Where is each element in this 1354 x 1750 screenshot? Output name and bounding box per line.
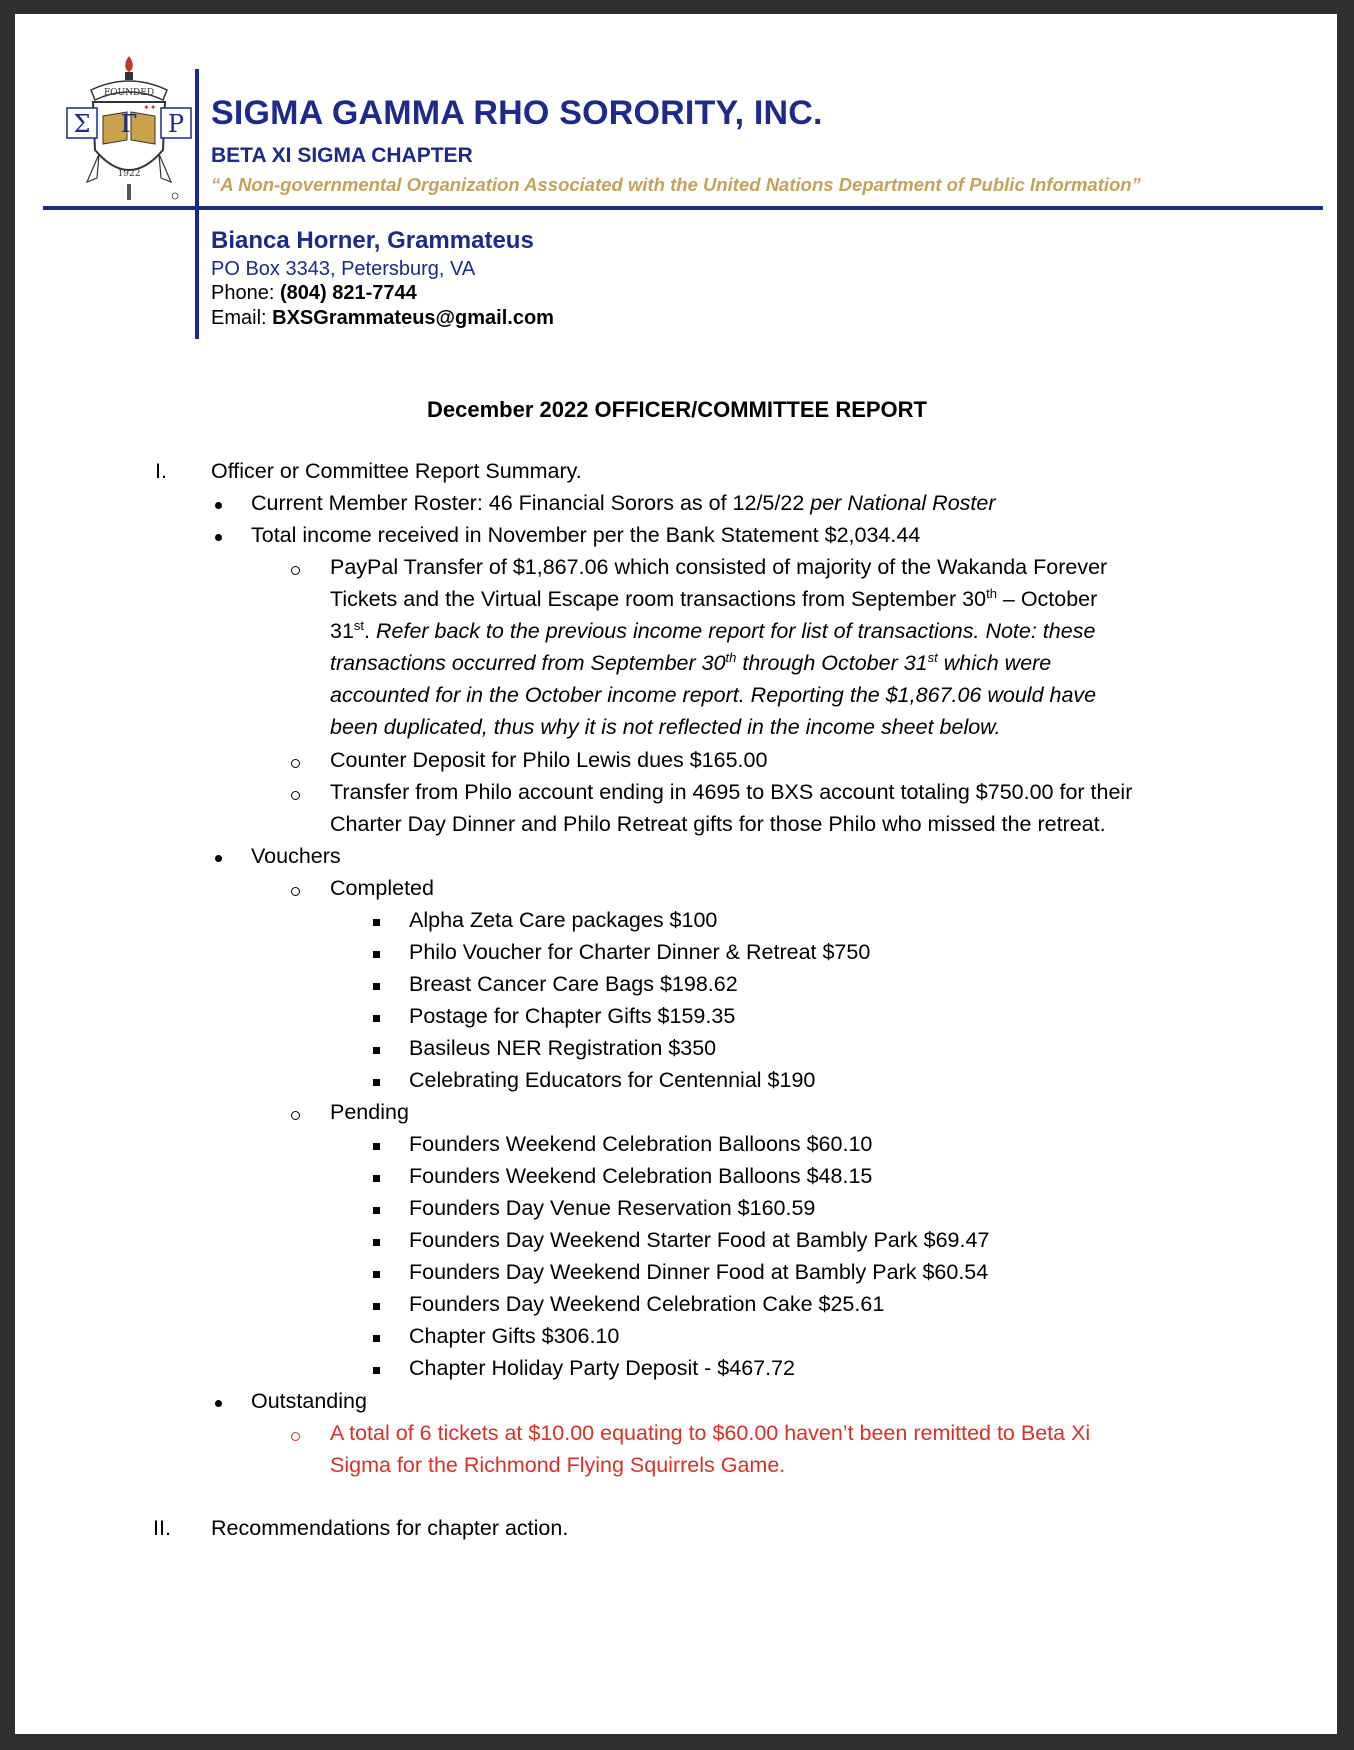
officer-name: Bianca Horner, Grammateus [211, 227, 534, 254]
bullet-icon [215, 855, 222, 862]
address: PO Box 3343, Petersburg, VA [211, 258, 476, 280]
square-bullet-icon [373, 983, 380, 990]
ordinal-suffix: st [353, 617, 365, 633]
section-numeral: II. [153, 1516, 171, 1540]
completed-item: Celebrating Educators for Centennial $190 [409, 1068, 816, 1092]
sorority-crest-icon [63, 50, 195, 210]
crest-banner-text: FOUNDED [103, 88, 155, 98]
pending-item: Founders Weekend Celebration Balloons $48.15 [409, 1164, 873, 1188]
phone-label: Phone: [211, 282, 275, 304]
tagline: “A Non-governmental Organization Associated with the United Nations Department of Public Information” [211, 174, 1141, 195]
completed-item: Basileus NER Registration $350 [409, 1036, 717, 1060]
pending-item: Chapter Gifts $306.10 [409, 1324, 620, 1348]
paypal-note: Refer back to the previous income report for list of transactions. Note: these [376, 619, 1096, 643]
circle-bullet-icon [291, 1111, 300, 1120]
square-bullet-icon [373, 1047, 380, 1054]
bullet-icon [215, 534, 222, 541]
square-bullet-icon [373, 1079, 380, 1086]
paypal-line-4 [330, 648, 1051, 679]
completed-label: Completed [330, 876, 434, 900]
paypal-line-3 [330, 616, 1095, 647]
completed-item: Breast Cancer Care Bags $198.62 [409, 972, 738, 996]
paypal-line-1: PayPal Transfer of $1,867.06 which consisted of majority of the Wakanda Forever [330, 555, 1108, 579]
bullet-icon [215, 1400, 222, 1407]
report-title: December 2022 OFFICER/COMMITTEE REPORT [427, 397, 927, 422]
pending-item: Founders Day Weekend Dinner Food at Bambly Park $60.54 [409, 1260, 989, 1284]
circle-bullet-icon [291, 887, 300, 896]
paypal-note: through October 31 [736, 651, 928, 675]
paypal-note: which were [937, 651, 1052, 675]
crest-letter-sigma: Σ [73, 110, 91, 138]
email-address: BXSGrammateus@gmail.com [272, 307, 554, 329]
square-bullet-icon [373, 1303, 380, 1310]
document-page [15, 14, 1337, 1734]
section-numeral: I. [155, 459, 167, 483]
square-bullet-icon [373, 1207, 380, 1214]
outstanding-line-1: A total of 6 tickets at $10.00 equating to $60.00 haven’t been remitted to Beta Xi [330, 1421, 1091, 1445]
circle-bullet-icon [291, 566, 300, 575]
pending-item: Founders Weekend Celebration Balloons $60.10 [409, 1132, 873, 1156]
completed-item: Alpha Zeta Care packages $100 [409, 908, 718, 932]
ordinal-suffix: st [927, 649, 938, 665]
transfer-line-2: Charter Day Dinner and Philo Retreat gifts for those Philo who missed the retreat. [330, 812, 1106, 836]
pending-item: Chapter Holiday Party Deposit - $467.72 [409, 1356, 796, 1380]
header-vertical-rule [195, 69, 199, 339]
crest-letter-rho: Ρ [167, 110, 185, 138]
section-title: Recommendations for chapter action. [211, 1516, 569, 1540]
completed-item: Philo Voucher for Charter Dinner & Retreat $750 [409, 940, 871, 964]
paypal-line-2 [330, 584, 1097, 615]
email-line [211, 307, 554, 330]
pending-item: Founders Day Weekend Celebration Cake $25.61 [409, 1292, 885, 1316]
square-bullet-icon [373, 951, 380, 958]
svg-text:✦✦: ✦✦ [143, 103, 157, 112]
ordinal-suffix: th [986, 585, 997, 601]
square-bullet-icon [373, 1239, 380, 1246]
roster-line [251, 488, 996, 519]
square-bullet-icon [373, 1143, 380, 1150]
square-bullet-icon [373, 1175, 380, 1182]
vouchers-label: Vouchers [251, 844, 341, 868]
paypal-note: transactions occurred from September 30 [330, 651, 726, 675]
pending-item: Founders Day Weekend Starter Food at Bambly Park $69.47 [409, 1228, 990, 1252]
completed-item: Postage for Chapter Gifts $159.35 [409, 1004, 736, 1028]
paypal-text: – October [996, 587, 1098, 611]
header-horizontal-rule [43, 206, 1323, 210]
transfer-line-1: Transfer from Philo account ending in 4695 to BXS account totaling $750.00 for their [330, 780, 1133, 804]
circle-bullet-icon [291, 1432, 300, 1441]
paypal-text: Tickets and the Virtual Escape room transactions from September 30 [330, 587, 987, 611]
outstanding-label: Outstanding [251, 1389, 367, 1413]
ordinal-suffix: th [725, 649, 737, 665]
pending-item: Founders Day Venue Reservation $160.59 [409, 1196, 816, 1220]
paypal-text: 31 [330, 619, 354, 643]
square-bullet-icon [373, 1335, 380, 1342]
paypal-text: . [364, 619, 376, 643]
counter-deposit: Counter Deposit for Philo Lewis dues $165.00 [330, 748, 768, 772]
org-name: SIGMA GAMMA RHO SORORITY, INC. [211, 94, 823, 132]
pending-label: Pending [330, 1100, 409, 1124]
square-bullet-icon [373, 919, 380, 926]
email-label: Email: [211, 307, 267, 329]
paypal-line-6: been duplicated, thus why it is not reflected in the income sheet below. [330, 715, 1001, 739]
square-bullet-icon [373, 1015, 380, 1022]
crest-letter-gamma: Γ [120, 110, 138, 138]
circle-bullet-icon [291, 759, 300, 768]
chapter-name: BETA XI SIGMA CHAPTER [211, 144, 473, 167]
paypal-line-5: accounted for in the October income report. Reporting the $1,867.06 would have [330, 683, 1097, 707]
phone-number: (804) 821-7744 [279, 282, 417, 304]
phone-line [211, 282, 417, 305]
section-title: Officer or Committee Report Summary. [211, 459, 582, 483]
roster-source: per National Roster [810, 491, 996, 515]
outstanding-line-2: Sigma for the Richmond Flying Squirrels Game. [330, 1453, 786, 1477]
bullet-icon [215, 502, 222, 509]
roster-text: Current Member Roster: 46 Financial Sorors as of 12/5/22 [251, 491, 811, 515]
income-summary: Total income received in November per the Bank Statement $2,034.44 [251, 523, 921, 547]
crest-year-text: 1922 [117, 169, 141, 179]
square-bullet-icon [373, 1367, 380, 1374]
circle-bullet-icon [291, 791, 300, 800]
square-bullet-icon [373, 1271, 380, 1278]
